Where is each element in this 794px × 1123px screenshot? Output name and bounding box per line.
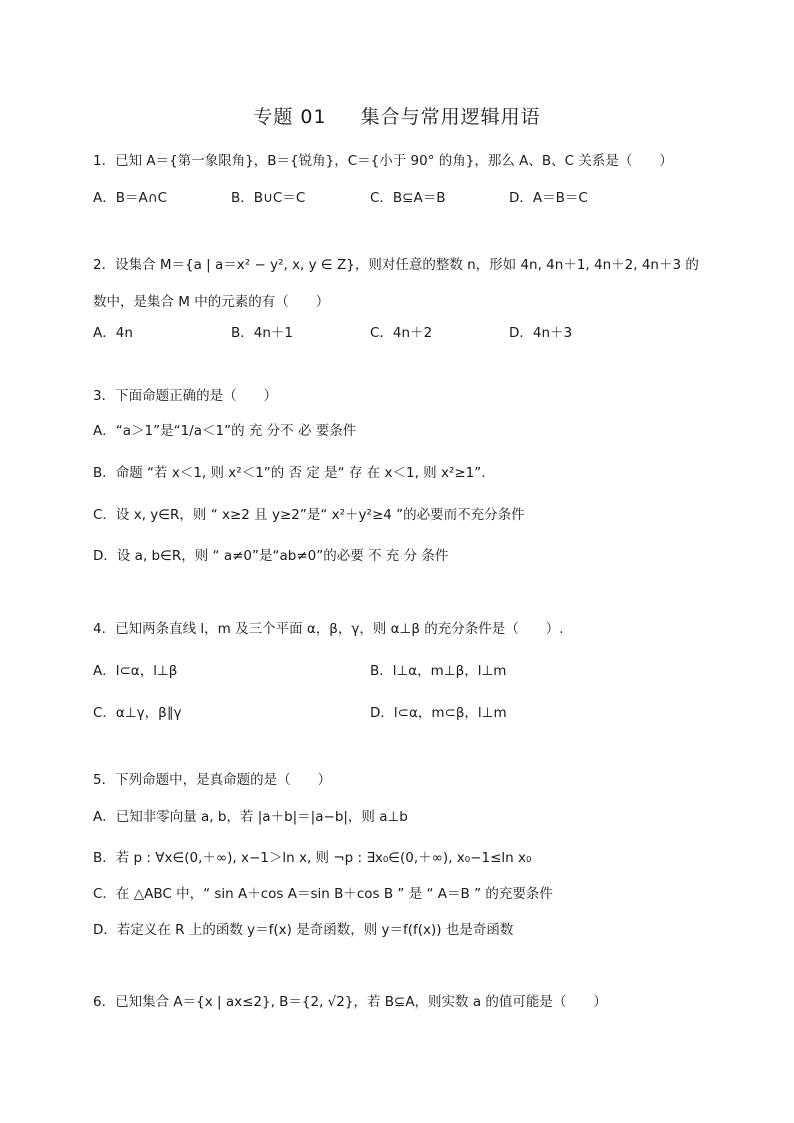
question-1-stem: 1．已知 A＝{第一象限角}，B＝{锐角}，C＝{小于 90° 的角}，那么 A、B、C 关系是（ ） [93, 153, 673, 169]
question-4-option-a: A．l⊂α，l⊥β [93, 663, 178, 679]
question-5-option-b: B．若 p : ∀x∈(0,＋∞), x−1＞ln x, 则 ¬p : ∃x₀∈(0,＋∞), x₀−1≤ln x₀ [93, 850, 532, 866]
title-topic: 集合与常用逻辑用语 [360, 106, 541, 128]
question-3-option-b: B．命题 “若 x＜1, 则 x²＜1”的 否 定 是“ 存 在 x＜1, 则 x²≥1”. [93, 465, 486, 481]
question-3-stem: 3．下面命题正确的是（ ） [93, 388, 278, 404]
question-2-option-b: B．4n＋1 [231, 325, 293, 341]
question-5-option-a: A．已知非零向量 a, b，若 |a＋b|＝|a−b|，则 a⊥b [93, 809, 408, 825]
question-2-option-d: D．4n＋3 [509, 325, 573, 341]
question-1-option-b: B．B∪C＝C [231, 190, 306, 206]
question-4-option-c: C．α⊥γ，β∥γ [93, 705, 182, 721]
question-6-stem: 6．已知集合 A＝{x | ax≤2}, B＝{2, √2}，若 B⊆A，则实数 a 的值可能是（ ） [93, 994, 607, 1010]
page-title [0, 102, 794, 129]
question-3-option-c: C．设 x, y∈R，则 “ x≥2 且 y≥2”是“ x²＋y²≥4 ”的必要而不充分条件 [93, 507, 525, 523]
question-2-option-c: C．4n＋2 [370, 325, 433, 341]
question-2-stem-line-1: 2．设集合 M＝{a | a＝x² − y², x, y ∈ Z}，则对任意的整数 n，形如 4n, 4n＋1, 4n＋2, 4n＋3 的 [93, 257, 699, 273]
question-4-option-d: D．l⊂α，m⊂β，l⊥m [370, 705, 507, 721]
question-5-option-d: D．若定义在 R 上的函数 y＝f(x) 是奇函数，则 y＝f(f(x)) 也是奇函数 [93, 922, 514, 938]
question-4-stem: 4．已知两条直线 l，m 及三个平面 α，β，γ，则 α⊥β 的充分条件是（ ）. [93, 621, 564, 637]
question-5-option-c: C．在 △ABC 中，“ sin A＋cos A＝sin B＋cos B ” 是 “ A＝B ” 的充要条件 [93, 886, 553, 902]
question-3-option-a: A．“a＞1”是“1/a＜1”的 充 分不 必 要条件 [93, 423, 357, 439]
question-2-stem-line-2: 数中，是集合 M 中的元素的有（ ） [93, 294, 330, 310]
title-number: 专题 01 [253, 106, 327, 128]
question-1-option-c: C．B⊆A＝B [370, 190, 446, 206]
question-1-option-a: A．B＝A∩C [93, 190, 168, 206]
question-3-option-d: D．设 a, b∈R，则 “ a≠0”是“ab≠0”的必要 不 充 分 条件 [93, 548, 449, 564]
question-4-option-b: B．l⊥α，m⊥β，l⊥m [370, 663, 507, 679]
question-2-option-a: A．4n [93, 325, 133, 341]
question-5-stem: 5．下列命题中，是真命题的是（ ） [93, 772, 332, 788]
question-1-option-d: D．A＝B＝C [509, 190, 588, 206]
